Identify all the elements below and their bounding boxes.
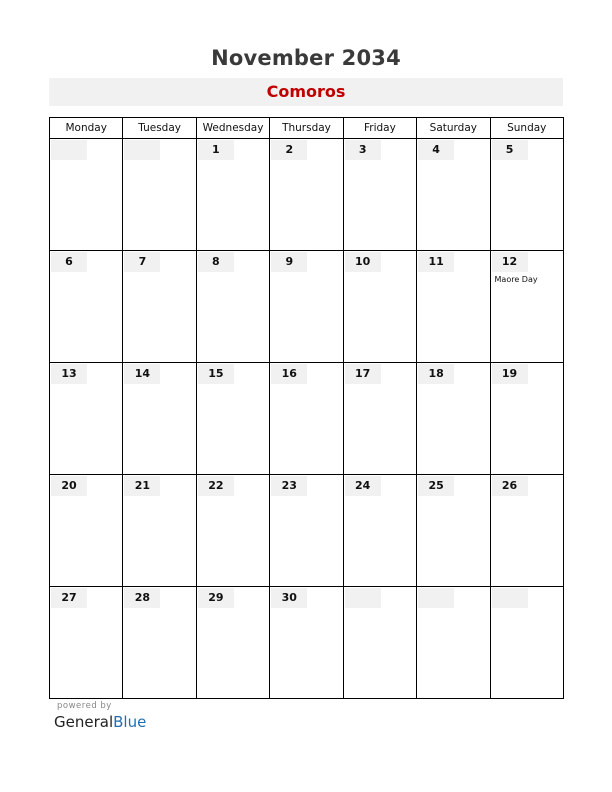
powered-by-label: powered by	[57, 701, 112, 711]
day-number: 19	[492, 364, 528, 384]
day-cell	[417, 475, 490, 587]
weekday-saturday: Saturday	[417, 118, 490, 139]
day-number: 17	[345, 364, 381, 384]
day-number	[124, 140, 160, 160]
day-number: 18	[418, 364, 454, 384]
day-number	[345, 588, 381, 608]
day-cell	[490, 363, 563, 475]
day-cell	[196, 251, 269, 363]
day-cell	[196, 475, 269, 587]
calendar-grid	[49, 117, 564, 699]
day-cell	[50, 475, 123, 587]
holiday-label: Maore Day	[494, 275, 538, 284]
day-number: 25	[418, 476, 454, 496]
day-number: 22	[198, 476, 234, 496]
day-number: 13	[51, 364, 87, 384]
day-cell	[417, 251, 490, 363]
weekday-header-row	[50, 118, 564, 139]
day-cell	[123, 251, 196, 363]
day-number: 14	[124, 364, 160, 384]
day-number: 1	[198, 140, 234, 160]
day-cell	[50, 139, 123, 251]
brand-part-blue: Blue	[113, 713, 147, 731]
day-cell	[417, 139, 490, 251]
day-number: 5	[492, 140, 528, 160]
day-cell	[50, 587, 123, 699]
week-row-5	[50, 587, 564, 699]
brand-part-general: General	[54, 713, 114, 731]
day-number: 23	[271, 476, 307, 496]
day-number: 21	[124, 476, 160, 496]
day-cell	[343, 139, 416, 251]
day-number: 6	[51, 252, 87, 272]
weekday-wednesday: Wednesday	[196, 118, 269, 139]
day-cell	[343, 363, 416, 475]
day-cell	[123, 587, 196, 699]
day-number: 4	[418, 140, 454, 160]
day-cell	[343, 475, 416, 587]
day-number: 20	[51, 476, 87, 496]
day-cell	[196, 587, 269, 699]
day-cell	[417, 587, 490, 699]
day-cell	[490, 587, 563, 699]
brand-logo[interactable]	[54, 713, 146, 731]
day-number: 16	[271, 364, 307, 384]
weekday-monday: Monday	[50, 118, 123, 139]
weekday-friday: Friday	[343, 118, 416, 139]
day-number: 9	[271, 252, 307, 272]
day-number: 15	[198, 364, 234, 384]
day-cell	[490, 139, 563, 251]
day-number: 10	[345, 252, 381, 272]
day-cell	[270, 251, 343, 363]
week-row-1	[50, 139, 564, 251]
day-number: 24	[345, 476, 381, 496]
day-cell	[270, 363, 343, 475]
day-number: 30	[271, 588, 307, 608]
day-cell	[490, 475, 563, 587]
day-number: 29	[198, 588, 234, 608]
day-cell	[343, 587, 416, 699]
weekday-tuesday: Tuesday	[123, 118, 196, 139]
page-title: November 2034	[211, 46, 401, 70]
weekday-sunday: Sunday	[490, 118, 563, 139]
day-number: 27	[51, 588, 87, 608]
day-number	[418, 588, 454, 608]
week-row-3	[50, 363, 564, 475]
country-banner: Comoros	[49, 78, 563, 106]
day-cell	[50, 251, 123, 363]
day-cell	[196, 363, 269, 475]
day-cell	[50, 363, 123, 475]
day-cell	[490, 251, 563, 363]
day-number: 2	[271, 140, 307, 160]
day-number: 11	[418, 252, 454, 272]
day-number	[492, 588, 528, 608]
day-cell	[270, 139, 343, 251]
day-cell	[417, 363, 490, 475]
weekday-thursday: Thursday	[270, 118, 343, 139]
day-cell	[343, 251, 416, 363]
day-cell	[123, 139, 196, 251]
week-row-2	[50, 251, 564, 363]
day-cell	[270, 587, 343, 699]
day-number: 26	[492, 476, 528, 496]
day-cell	[123, 475, 196, 587]
day-cell	[123, 363, 196, 475]
day-number: 12	[492, 252, 528, 272]
day-number	[51, 140, 87, 160]
day-cell	[196, 139, 269, 251]
week-row-4	[50, 475, 564, 587]
day-number: 8	[198, 252, 234, 272]
day-number: 7	[124, 252, 160, 272]
day-cell	[270, 475, 343, 587]
day-number: 3	[345, 140, 381, 160]
day-number: 28	[124, 588, 160, 608]
